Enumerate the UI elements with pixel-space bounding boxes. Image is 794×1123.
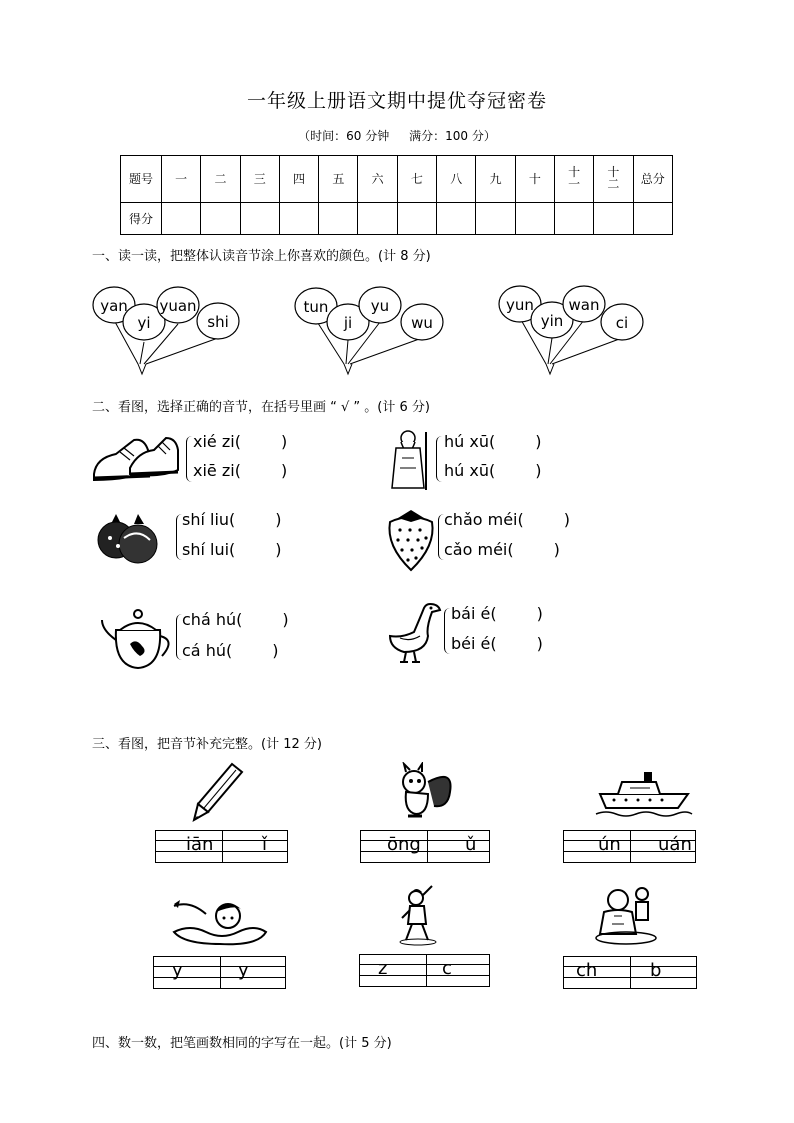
squirrel-image: [394, 762, 456, 822]
choice-4b[interactable]: cǎo méi( ): [444, 540, 560, 559]
exam-time: （时间：60 分钟: [298, 129, 390, 143]
exam-full-score: 满分：100 分）: [409, 129, 496, 143]
score-cell[interactable]: [240, 202, 279, 234]
exam-info: [0, 127, 794, 144]
col-12: [594, 156, 633, 203]
pinyin-hint-left: ún: [598, 834, 621, 855]
pomegranate-image: [94, 510, 164, 568]
old-man-image: [386, 428, 432, 492]
choice-bracket: [444, 608, 451, 654]
choice-1a[interactable]: xié zi( ): [193, 432, 288, 451]
score-cell-total[interactable]: [633, 202, 672, 234]
ship-image: [594, 764, 694, 820]
score-table-score-row: [121, 202, 673, 234]
balloon-label: yu: [370, 297, 390, 315]
col-8: 八: [437, 156, 476, 203]
grandpa-child-image: [590, 882, 662, 946]
pinyin-answer-box[interactable]: [155, 830, 288, 863]
score-cell[interactable]: [397, 202, 436, 234]
balloon-label: tun: [303, 298, 329, 316]
balloon-label: yuan: [159, 297, 197, 315]
pinyin-hint-left: z: [378, 958, 388, 979]
balloon-label: yi: [137, 314, 151, 332]
pinyin-hint-right: c: [442, 958, 452, 979]
pinyin-hint-left: y: [172, 960, 183, 981]
balloon-label: ji: [343, 314, 353, 332]
section-2-title: 二、看图，选择正确的音节，在括号里画 “ √ ” 。(计 6 分): [92, 400, 430, 415]
row-label-number: 题号: [121, 156, 162, 203]
score-cell[interactable]: [358, 202, 397, 234]
balloon-group-2: [295, 287, 443, 374]
pinyin-answer-box[interactable]: [563, 956, 697, 989]
shoes-image: [90, 430, 180, 484]
choice-6b[interactable]: béi é( ): [451, 634, 543, 653]
pinyin-answer-box[interactable]: [359, 954, 490, 987]
pinyin-answer-box[interactable]: [153, 956, 286, 989]
pinyin-hint-right: uán: [658, 834, 692, 855]
score-cell[interactable]: [437, 202, 476, 234]
col-6: 六: [358, 156, 397, 203]
pencil-image: [192, 760, 248, 824]
page-title: 一年级上册语文期中提优夺冠密卷: [246, 90, 547, 112]
balloon-label: wan: [568, 296, 600, 314]
col-2: 二: [201, 156, 240, 203]
score-cell[interactable]: [162, 202, 201, 234]
pinyin-hint-right: b: [650, 960, 662, 981]
pinyin-hint-right: y: [238, 960, 249, 981]
score-cell[interactable]: [594, 202, 633, 234]
balloon-label: yan: [100, 297, 128, 315]
balloon-label: wu: [411, 314, 433, 332]
col-11-bottom: 一: [568, 177, 581, 192]
col-12-top: 十: [607, 165, 620, 180]
pinyin-hint-left: ōng: [387, 834, 421, 855]
col-10: 十: [515, 156, 554, 203]
choice-3b[interactable]: shí lui( ): [182, 540, 282, 559]
balloon-label: yun: [506, 296, 534, 314]
choice-5a[interactable]: chá hú( ): [182, 610, 289, 629]
choice-1b[interactable]: xiē zi( ): [193, 461, 288, 480]
pinyin-hint-left: iān: [186, 834, 214, 855]
col-12-bottom: 二: [607, 177, 620, 192]
col-7: 七: [397, 156, 436, 203]
choice-bracket: [186, 436, 193, 482]
score-cell[interactable]: [554, 202, 593, 234]
section-1-title: 一、读一读，把整体认读音节涂上你喜欢的颜色。(计 8 分): [92, 249, 431, 264]
section-3-title: 三、看图，把音节补充完整。(计 12 分): [92, 737, 322, 752]
balloon-label: shi: [207, 313, 229, 331]
col-3: 三: [240, 156, 279, 203]
row-label-score: 得分: [121, 202, 162, 234]
goose-image: [386, 598, 444, 664]
strawberry-image: [384, 506, 438, 572]
swimmer-image: [170, 892, 270, 948]
col-9: 九: [476, 156, 515, 203]
score-cell[interactable]: [515, 202, 554, 234]
score-cell[interactable]: [319, 202, 358, 234]
pinyin-hint-right: ǐ: [262, 834, 268, 855]
choice-4a[interactable]: chǎo méi( ): [444, 510, 570, 529]
balloon-label: yin: [540, 312, 564, 330]
choice-2a[interactable]: hú xū( ): [444, 432, 542, 451]
col-4: 四: [279, 156, 318, 203]
balloon-groups: [88, 278, 658, 378]
score-cell[interactable]: [201, 202, 240, 234]
teapot-image: [98, 600, 178, 672]
col-total: 总分: [633, 156, 672, 203]
balloon-label: ci: [615, 314, 629, 332]
score-table-header-row: [121, 156, 673, 203]
choice-5b[interactable]: cá hú( ): [182, 641, 279, 660]
score-cell[interactable]: [279, 202, 318, 234]
pinyin-hint-left: ch: [576, 960, 598, 981]
girl-exercising-image: [398, 884, 446, 948]
col-11-top: 十: [568, 165, 581, 180]
score-table: [120, 155, 673, 235]
col-5: 五: [319, 156, 358, 203]
balloon-group-1: [93, 287, 239, 374]
score-cell[interactable]: [476, 202, 515, 234]
section-4-title: 四、数一数，把笔画数相同的字写在一起。(计 5 分): [92, 1036, 392, 1051]
choice-6a[interactable]: bái é( ): [451, 604, 543, 623]
choice-bracket: [436, 436, 443, 482]
balloon-group-3: [499, 286, 643, 374]
col-1: 一: [162, 156, 201, 203]
pinyin-answer-box[interactable]: [360, 830, 490, 863]
pinyin-answer-box[interactable]: [563, 830, 696, 863]
choice-2b[interactable]: hú xū( ): [444, 461, 542, 480]
pinyin-hint-right: ǔ: [465, 834, 477, 855]
choice-3a[interactable]: shí liu( ): [182, 510, 282, 529]
col-11: [554, 156, 593, 203]
